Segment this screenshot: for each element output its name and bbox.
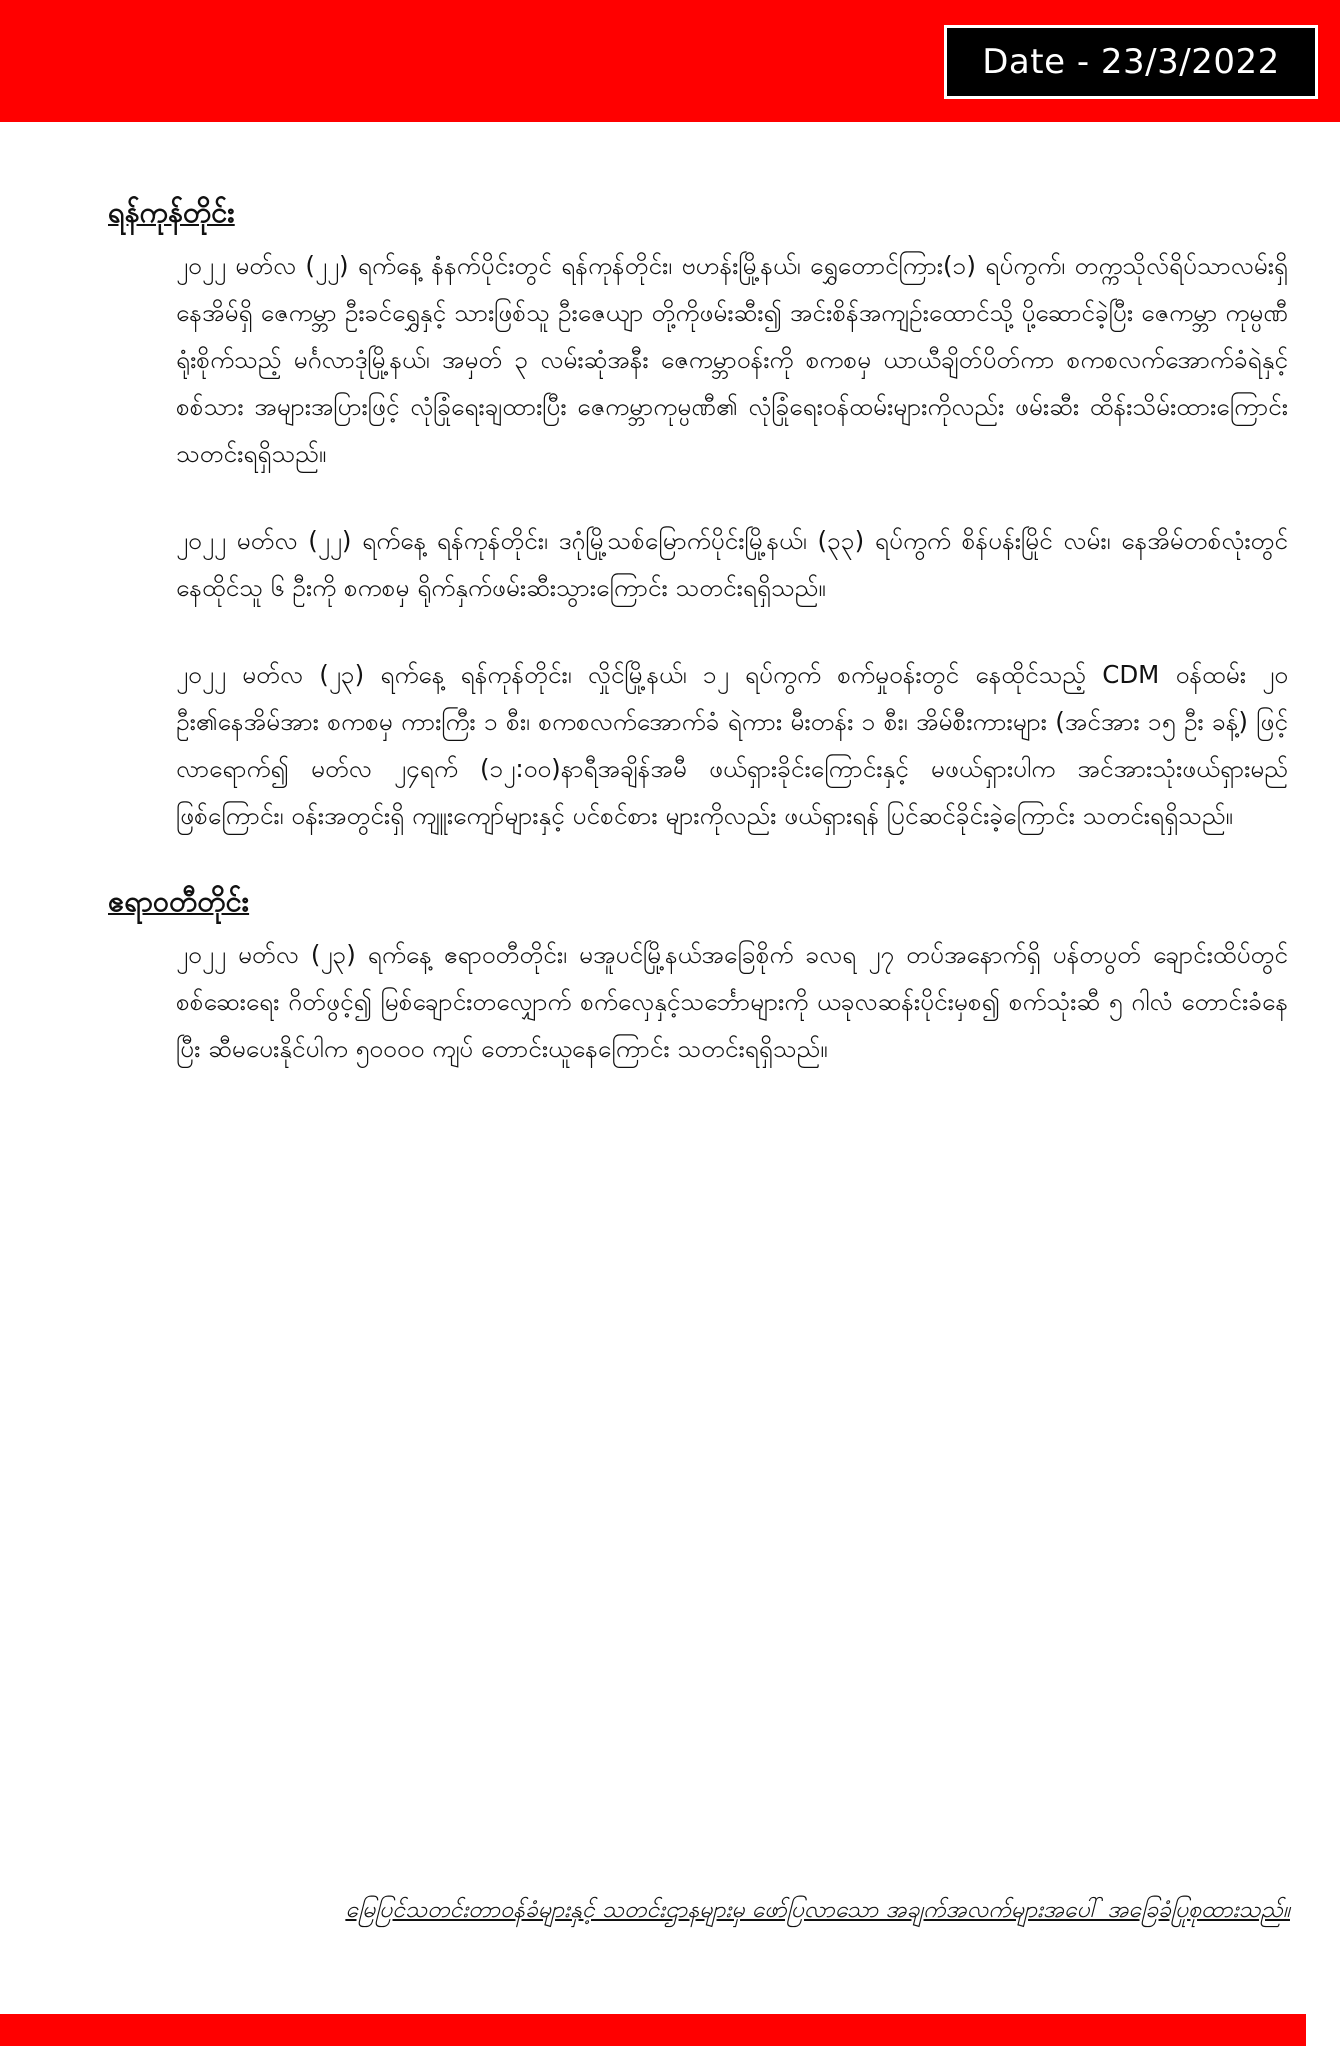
region-section-yangon <box>108 190 1288 839</box>
news-paragraph: ၂၀၂၂ မတ်လ (၂၃) ရက်နေ့ ဧရာဝတီတိုင်း၊ မအူပင်မြို့နယ်အခြေစိုက် ခလရ ၂၇ တပ်အနောက်ရှိ ပန်တပွတ် ချောင်းထိပ်တွင် စစ်ဆေးရေး ဂိတ်ဖွင့်၍ မြစ်ချောင်းတလျှောက် စက်လှေနှင့်သင်္ဘောများကို ယခုလဆန်းပိုင်းမှစ၍ စက်သုံးဆီ ၅ ဂါလံ တောင်းခံနေပြီး ဆီမပေးနိုင်ပါက ၅၀၀၀၀ ကျပ် တောင်းယူနေကြောင်း သတင်းရရှိသည်။ <box>176 940 1288 1063</box>
news-paragraph: ၂၀၂၂ မတ်လ (၂၂) ရက်နေ့ နံနက်ပိုင်းတွင် ရန်ကုန်တိုင်း၊ ဗဟန်းမြို့နယ်၊ ရွှေတောင်ကြား(၁) ရပ်ကွက်၊ တက္ကသိုလ်ရိပ်သာလမ်းရှိနေအိမ်ရှိ ဇေကမ္ဘာ ဦးခင်ရွှေနှင့် သားဖြစ်သူ ဦးဇေယျာ တို့ကိုဖမ်းဆီး၍ အင်းစိန်အကျဉ်းထောင်သို့ ပို့ဆောင်ခဲ့ပြီး ဇေကမ္ဘာ ကုမ္ပဏီရုံးစိုက်သည့် မင်္ဂလာဒုံမြို့နယ်၊ အမှတ် ၃ လမ်းဆုံအနီး ဇေကမ္ဘာဝန်းကို စကစမှ ယာယီချိတ်ပိတ်ကာ စကစလက်အောက်ခံရဲနှင့်စစ်သား အများအပြားဖြင့် လုံခြုံရေးချထားပြီး ဇေကမ္ဘာကုမ္ပဏီ၏ လုံခြုံရေးဝန်ထမ်းများကိုလည်း ဖမ်းဆီး ထိန်းသိမ်းထားကြောင်း သတင်းရရှိသည်။ <box>176 251 1288 468</box>
footer-band <box>0 2014 1306 2046</box>
date-label: Date - 23/3/2022 <box>944 25 1318 99</box>
header-band <box>0 0 1340 122</box>
region-section-ayeyarwady <box>108 879 1288 1072</box>
region-heading: ဧရာဝတီတိုင်း <box>108 884 250 918</box>
news-paragraph: ၂၀၂၂ မတ်လ (၂၂) ရက်နေ့ ရန်ကုန်တိုင်း၊ ဒဂုံမြို့သစ်မြောက်ပိုင်းမြို့နယ်၊ (၃၃) ရပ်ကွက် စိန်ပန်းမြိုင် လမ်း၊ နေအိမ်တစ်လုံးတွင် နေထိုင်သူ ၆ ဦးကို စကစမှ ရိုက်နှက်ဖမ်းဆီးသွားကြောင်း သတင်းရရှိသည်။ <box>176 526 1288 602</box>
source-footnote: မြေပြင်သတင်းတာဝန်ခံများနှင့် သတင်းဌာနများမှ ဖော်ပြလာသော အချက်အလက်များအပေါ် အခြေခံပြုစုထားသည်။ <box>345 1897 1290 1923</box>
report-content <box>108 190 1288 1112</box>
news-paragraph: ၂၀၂၂ မတ်လ (၂၃) ရက်နေ့ ရန်ကုန်တိုင်း၊ လှိုင်မြို့နယ်၊ ၁၂ ရပ်ကွက် စက်မှုဝန်းတွင် နေထိုင်သည့် CDM ဝန်ထမ်း ၂၀ ဦး၏နေအိမ်အား စကစမှ ကားကြီး ၁ စီး၊ စကစလက်အောက်ခံ ရဲကား မီးတန်း ၁ စီး၊ အိမ်စီးကားများ (အင်အား ၁၅ ဦး ခန့်) ဖြင့် လာရောက်၍ မတ်လ ၂၄ရက် (၁၂:၀၀)နာရီအချိန်အမီ ဖယ်ရှားခိုင်းကြောင်းနှင့် မဖယ်ရှားပါက အင်အားသုံးဖယ်ရှားမည်ဖြစ်ကြောင်း၊ ဝန်းအတွင်းရှိ ကျူးကျော်များနှင့် ပင်စင်စား များကိုလည်း ဖယ်ရှားရန် ပြင်ဆင်ခိုင်းခဲ့ကြောင်း သတင်းရရှိသည်။ <box>176 660 1288 830</box>
region-heading: ရန်ကုန်တိုင်း <box>108 195 235 229</box>
